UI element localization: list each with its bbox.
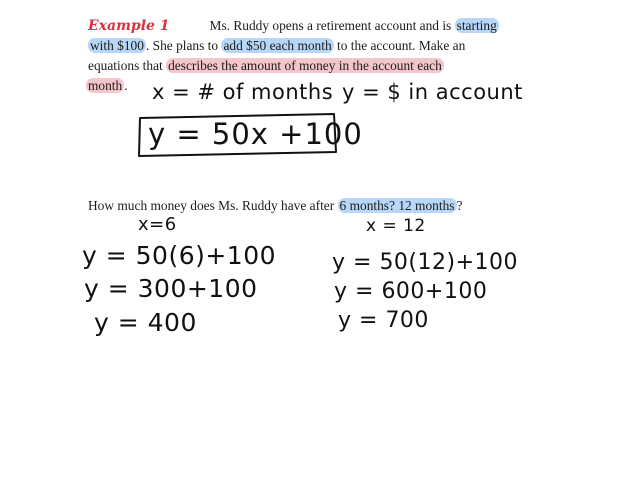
highlight-starting: starting bbox=[456, 18, 497, 33]
problem-text-4: equations that bbox=[88, 58, 167, 73]
right-step-2: y = 600+100 bbox=[334, 279, 488, 304]
example-label: Example 1 bbox=[88, 18, 170, 34]
right-step-1: y = 50(12)+100 bbox=[332, 250, 519, 275]
question-end: ? bbox=[456, 198, 463, 213]
problem-text-2: . She plans to bbox=[145, 38, 222, 53]
highlight-add-50: add $50 each month bbox=[223, 38, 332, 53]
problem-text-3: to the account. Make an bbox=[333, 38, 466, 53]
problem-text-5: . bbox=[124, 78, 128, 93]
problem-text-1: Ms. Ruddy opens a retirement account and is bbox=[209, 18, 455, 33]
boxed-equation: y = 50x +100 bbox=[148, 117, 363, 151]
highlight-describes: describes the amount of money in the account each bbox=[168, 58, 442, 73]
question-line bbox=[88, 196, 462, 216]
left-step-1: y = 50(6)+100 bbox=[82, 241, 277, 270]
right-step-3: y = 700 bbox=[338, 308, 429, 333]
highlight-with-100: with $100 bbox=[90, 38, 144, 53]
highlight-months: 6 months? 12 months bbox=[339, 198, 455, 213]
given-x-6: x=6 bbox=[138, 214, 177, 235]
question-text: How much money does Ms. Ruddy have after bbox=[88, 198, 338, 213]
x-definition: x = # of months bbox=[152, 80, 334, 104]
highlight-month: month bbox=[88, 78, 123, 93]
left-step-3: y = 400 bbox=[94, 308, 197, 337]
y-definition: y = $ in account bbox=[342, 80, 523, 104]
given-x-12: x = 12 bbox=[366, 216, 426, 236]
left-step-2: y = 300+100 bbox=[84, 274, 258, 303]
